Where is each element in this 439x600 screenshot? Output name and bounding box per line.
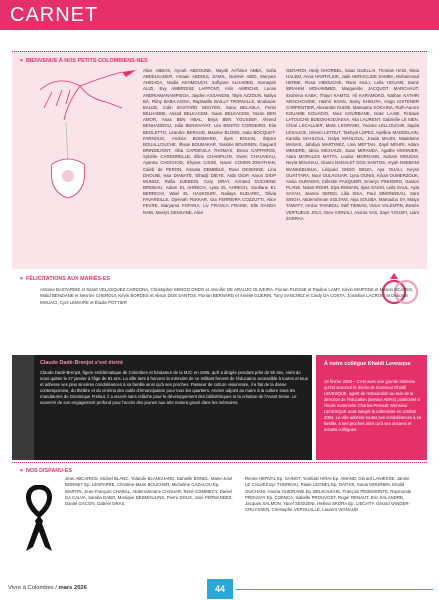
page-title: CARNET xyxy=(10,4,99,26)
page-number: 44 xyxy=(207,579,233,599)
births-heading xyxy=(20,58,154,64)
colleague-tribute-text: 18 février 2026 – C'est avec une grande tristesse qu'est annoncé le décès de monsieur Khaldi LEVESQUE, agent de restauration au sein de la direction de l'éducation (service AERS) positionné à l'école maternelle Charles-Perrault. Monsieur LEVESQUE avait intégré la collectivité en octobre 2004. La ville adresse toutes ses condoléances à sa famille, à ses proches ainsi qu'à ses anciens et actuels collègues. xyxy=(324,379,422,432)
deaths-section xyxy=(12,462,427,574)
page-footer xyxy=(0,578,439,600)
deaths-column-1: Jean ABCARIOS, Michel BLANC, Yolande BLANCHARD, Danielle BONEL, Marie-José BONNET Ep. LESPAPRE, Christine-Marie BOUCHER, Micheline CAZALOU Ep. MARTIN, Jean-François CHABAL, Abderrahmane CHOUAR, René COMMECY, Daniel DA CALVA, Samba DABO, Monique DESMOULINS, Pierre DOUX, José FERNANDEZ, Daniel GACON, Gabriel GRAS, xyxy=(65,476,233,507)
tribute-text: Claude Dadé-Brenjot, figure emblématique de Colombes et fondateur de la MJC en 1965, qu'il a dirigée pendant près de 50 ans, vient de nous quitter le 27 janvier à l'âge de 91 ans. La ville tient à honorer la mémoire de ce militant fervent de l'éducation accessible à toutes et tous et adresse ses plus sincères condoléances à sa famille ainsi qu'à ses proches. Passeur de culture visionnaire, il a fait de la danse contemporaine, du théâtre et du cinéma des outils d'émancipation pour tous les quartiers. Ancien adjoint au maire à la culture sous les mandatures de Dominique Frelaut, il a œuvré sans relâche pour le développement des bibliothèques et la création de l'Avant Seine. Le souvenir de son engagement profond pour l'accès des jeunes aux arts restera gravé dans les mémoires. xyxy=(40,370,308,406)
tribute-title: Claude Dadé-Brenjot s'est éteint xyxy=(40,360,123,366)
footer-issue: mars 2026 xyxy=(58,585,87,591)
weddings-list: Antoine BASTARDIE et Sarah VELASQUEZ CARDONA, Christopher EBOGO ONDO et Jennifer DE ARAUJO OLIVEIRA, Florian PLESSE et Pauline LAMY, Kévin MARTINS et Manon SCARES, Walid BENZIANE et Nesrine CHEROUI, Kévin BORDES et Alison DOS SANTOS, Florian BERNARD et Amélie GUERIN, Tony SANCHEZ et Cindy DA COSTA, Jonathan LACROIX et Déborah MOUACI, Cyril LEMAIRE et Élodie POTTIER xyxy=(40,287,414,305)
footer-rule xyxy=(236,589,433,590)
tribute-photo xyxy=(12,355,34,460)
weddings-heading xyxy=(20,276,116,282)
colleague-tribute-box xyxy=(316,355,427,460)
deaths-list xyxy=(65,476,415,514)
heart-icon: ♥ xyxy=(20,276,23,282)
deaths-heading-label: NOS DISPARU-ES xyxy=(25,468,72,474)
births-column-1: Alice ABBAS, Ayoub ABDOUNE, Nayah Ari'hinuï ABBA, Sofia ABDELKADER, Amaan ABDOUL ZAMIL, Noémie ABID, Maryam AHIDADA, Nadia AKHMOUCH, Sofiyane ALHAMED, Somayah ALIZI, Evy AMBROISE LAPPONT, Amir AMRICHE, Lucas ANDRIAMANAMPISOA, Jayden ASSANGNI, Taym AZZOUN, Naliya BÂ, Rûny BABA-AISSA, Raphaëlle BAILLY TRONVILLE, Boubacar BALDE, Colin BASTARD NGUYEN, Sana BELASLA, Feriel BELHABIBI, Assad BELKACEM, Inaan BELKACEM, Yazan BEN AMOR, Anas BEN HBAL, Beya BEN YOUSSEF, Ahmed BENHADDOU, Julia BENKHAYAT, Léo BENITO CORDEIRO, Elia BEOLETTO, Léandre BERAUD, Maxime BLOND, Isaia BOCQUET-FARNOUX, Andréa BOISMARD, Ilyes BOUAN, Ibtysm BOUALLOUCHE, Ilhsan BOUBAKAR, Yassine BOUSSEN, Gaspard BRINDEJONT, Alba CAPDEVILA THOMAS, Elena CAPPAROS, Sybélie CARDORELLE, Éline CHAMPLON, Owen CHAUVEAU, Ayanna CHOCHOD, Khyara CISSÉ, Nacer COHEN-JONATHAN, Caleb de PERON, Aïssata DEMBÉLÉ, Rose DESENNE, Lina DHOUIB, Issa DIABATÉ, Elhadji DIEYE, Aïda DIOP, Aaron DIOP MUNOZ, Rafia DJEBDDI, Cary DRAY, Armand DUCHENE BRIDEAU, Adam EL AHRECH, Lyna EL AHRECH, Soufiane EL BERRICHI, Wael EL HASKOURI, Naliaya EUDARIC, Olivia FAVAREILLE, Djennah FEKKAR, Gia FERREIRA COZZUTTI, Alice FEVRE, Maryama FOFANA, Liv FRASCA FRAISE, Ella GANDA NABI, Maelys GENSANE, Alice xyxy=(143,68,276,215)
births-column-2: GERARDI, Hedy GHORBEL, Isaac GUELLAI, Thomas HAGI, Nisia HALEM, Anna HAVRYLIUK, Jade HERACLIDE SAMBA, Mohammad HERIBI, Rosa HIBOUCHE, Rami HLILI, Leila HOUAM, Samir IBRAHIM MOHAMMED, Marguerite JACQUOT MARCHAUT, Ibrahima KABA, Thayri KAMTO, Ali KARAMOKO, Nathan KATHRI ARACHCHIGE, Hashir KHAN, Samy KHELIFA, Hugo KISTENER CARPENTIER, Alexandre KUIDE, Mamadou KOKAINA, Ruth-Aurore KOUAME KOUADIO, Nour KOURBANE, Israe LAABI, Firdaws LATOUCHE BOBOKHODJAEVA, Alia LAURENT, Gabrielle LE MEN, Chloé LECALLIER, Marin LEGRAND, Yvonne LELLOUCHE, Ilayda LESAUCE, Umeen LETOUT, Taehyül LOPEZ, Apolline MADDELAIN, Kamilia MAHLOUL, Dalya MAHLOUL, Jouda MAJDI, Madeleine MANAS, Jahdiya MARTINEZ, Lina MEFTAH, Zayd MEHRI, Adam MENDRE, Idriss MICHAUD, Soan MIRANDA, Agathe MONNIER, Alaïa MORALES MATTA, Louise MORGAND, Noham MOUDNI, Neyla MOUHALI, Gianni NADALET DOS SANTOS, Aïyah NSEBANI WANKEBUSUA, Léopold ONDO BIDZA, Aya OUALI, Keyss OUATTARA, Noor OULAOUAR, Lyna OUNIS, Kinan OUMERZOUK, Assia OURAGHI, Célestin PASQUIER, Emeryc PINHEIRO, Gaston PLANE, Nolan ROHR, Elya ROMAIN, Ilyas SASSI, Leila SAUL, Ayla SAYAH, Jeanne SERIDI, Lilia SIKA, Paul SIMONNEAU, Sara SINGH, Abderrahman SOLTANI, Alya SOUIBA, Mamadou SY, Malya TAWATY, Amina THIABOU, Saïf TIEMAN, Victor VALENTIN, Esmée VERTUEUX JOLY, Oreo VIGNALI, Assma YAS, Zayn YOUSFI, Liam ZARRAA xyxy=(286,68,419,221)
births-heading-label: BIENVENUE À NOS PETITS-COLOMBIENS-NES xyxy=(25,58,148,64)
colleague-tribute-title: À notre collègue Khaldi Levesque xyxy=(324,361,411,367)
mourning-ribbon-icon xyxy=(22,485,56,555)
births-section xyxy=(12,51,427,269)
footer-publication: Vivre à Colombes / mars 2026 xyxy=(8,585,87,591)
births-list xyxy=(143,68,419,222)
weddings-heading-label: FÉLICITATIONS AUX MARIÉS-ES xyxy=(25,276,111,282)
heart-icon: ♥ xyxy=(20,58,23,64)
footer-city: Vivre à Colombes xyxy=(8,585,54,591)
deaths-column-2: Renée HERVAL Ep. SAINGT, Yoshiaki HIRAI Ep. AMAND, Gérard LANIESSE, Janine LE CALVEZ Ep. THOREAU, Paule LEONEL Ep. DATHIS, Sonia MOURBIN, Khalid OUCHANI, Houria OUIDRANE Ep. BELKOUCHE, François PEDEMONTE, Raymonde PROUVAY Ep. COENCA, Isabelle PROUVOST, Roger RENAUT, Eric SALANDRE, Jacques SALMON, Yacef SEGUENI, Helena SKORA Ep. LIECHTY, Gérard VANDER-CRUYSSEN, Christophe VEROUALLE, Laurent VIGNAUD xyxy=(245,476,412,513)
stork-illustration xyxy=(22,68,142,258)
heart-icon: ♥ xyxy=(20,468,23,474)
tribute-box xyxy=(12,355,312,460)
deaths-heading xyxy=(20,468,78,474)
page-header xyxy=(0,0,439,30)
weddings-section xyxy=(12,270,427,354)
